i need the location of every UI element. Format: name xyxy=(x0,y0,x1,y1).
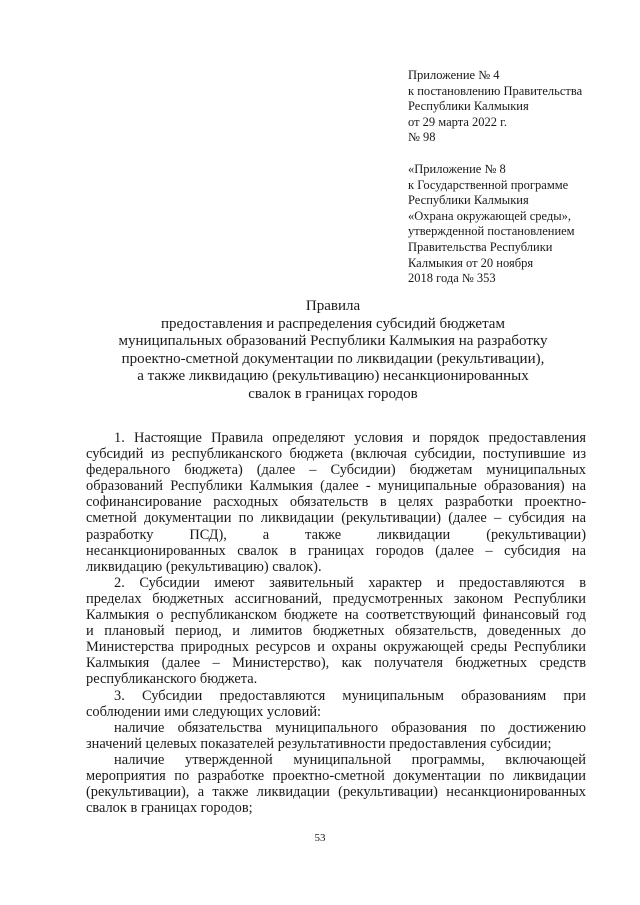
appendix-4-line: к постановлению Правительства xyxy=(408,83,583,98)
body-line: свалок в границах городов; xyxy=(86,800,253,817)
title-line: свалок в границах городов xyxy=(248,385,418,402)
body-line: и плановый период, и лимитов бюджетных обязательств, доведенных до xyxy=(86,623,586,640)
title-line: муниципальных образований Республики Калмыкия на разработку xyxy=(118,333,548,350)
title-line: проектно-сметной документации по ликвидации (рекультивации), xyxy=(121,350,545,367)
body-line: разработку ПСД), а также ликвидации (рекультивации) xyxy=(86,526,586,543)
body-line: Калмыкия о республиканском бюджете на соответствующий финансовый год xyxy=(86,607,586,624)
body-line: 1. Настоящие Правила определяют условия и порядок предоставления xyxy=(114,430,586,446)
document-title xyxy=(80,298,586,404)
body-line: (рекультивации), а также ликвидации (рекультивации) несанкционированных xyxy=(86,784,586,801)
document-body xyxy=(86,430,586,816)
body-line: софинансирование расходных обязательств в целях разработки проектно- xyxy=(86,494,586,511)
body-line: пределах бюджетных ассигнований, предусмотренных законом Республики xyxy=(86,590,586,607)
page-number: 53 xyxy=(314,832,326,844)
appendix-8-line: «Приложение № 8 xyxy=(408,161,506,176)
appendix-8-line: 2018 года № 353 xyxy=(408,271,496,286)
body-line: наличие утвержденной муниципальной программы, включающей xyxy=(114,751,586,768)
body-line: ликвидацию (рекультивацию) свалок). xyxy=(86,558,322,575)
body-line: образований Республики Калмыкия (далее - муниципальные образования) на xyxy=(86,478,586,495)
title-line: а также ликвидацию (рекультивацию) несанкционированных xyxy=(137,368,529,385)
appendix-8-line: Калмыкия от 20 ноября xyxy=(408,255,534,270)
body-line: республиканского бюджета. xyxy=(86,671,258,688)
body-line: субсидий из республиканского бюджета (включая субсидии, поступившие из xyxy=(86,446,586,463)
appendix-8-line: Правительства Республики xyxy=(408,239,553,254)
appendix-8-line: утвержденной постановлением xyxy=(408,224,575,239)
appendix-4-line: Республики Калмыкия xyxy=(408,99,529,114)
appendix-4-line: от 29 марта 2022 г. xyxy=(408,114,508,129)
body-line: 2. Субсидии имеют заявительный характер и предоставляются в xyxy=(114,574,586,591)
appendix-8-line: Республики Калмыкия xyxy=(408,193,529,208)
appendix-8-line: к Государственной программе xyxy=(408,177,569,192)
body-line: наличие обязательства муниципального образования по достижению xyxy=(114,719,586,736)
appendix-block xyxy=(408,68,628,287)
body-line: соблюдении ими следующих условий: xyxy=(86,703,322,720)
body-line: Министерства природных ресурсов и охраны окружающей среды Республики xyxy=(86,639,586,656)
body-line: 3. Субсидии предоставляются муниципальным образованиям при xyxy=(114,687,586,704)
title-heading: Правила xyxy=(305,298,361,314)
appendix-8-line: «Охрана окружающей среды», xyxy=(408,208,572,223)
appendix-4-line: Приложение № 4 xyxy=(408,68,500,82)
body-line: мероприятия по разработке проектно-сметной документации по ликвидации xyxy=(86,767,586,784)
title-line: предоставления и распределения субсидий бюджетам xyxy=(161,315,505,332)
body-line: значений целевых показателей результативности предоставления субсидии; xyxy=(86,735,552,752)
body-line: Калмыкия (далее – Министерство), как получателя бюджетных средств xyxy=(86,655,586,672)
body-line: сметной документации по ликвидации (рекультивации) (далее – субсидия на xyxy=(86,510,586,527)
body-line: несанкционированных свалок в границах городов (далее – субсидия на xyxy=(86,542,586,559)
spacer xyxy=(408,146,628,162)
body-line: федерального бюджета) (далее – Субсидии) бюджетам муниципальных xyxy=(86,462,586,479)
appendix-4-line: № 98 xyxy=(408,130,436,145)
